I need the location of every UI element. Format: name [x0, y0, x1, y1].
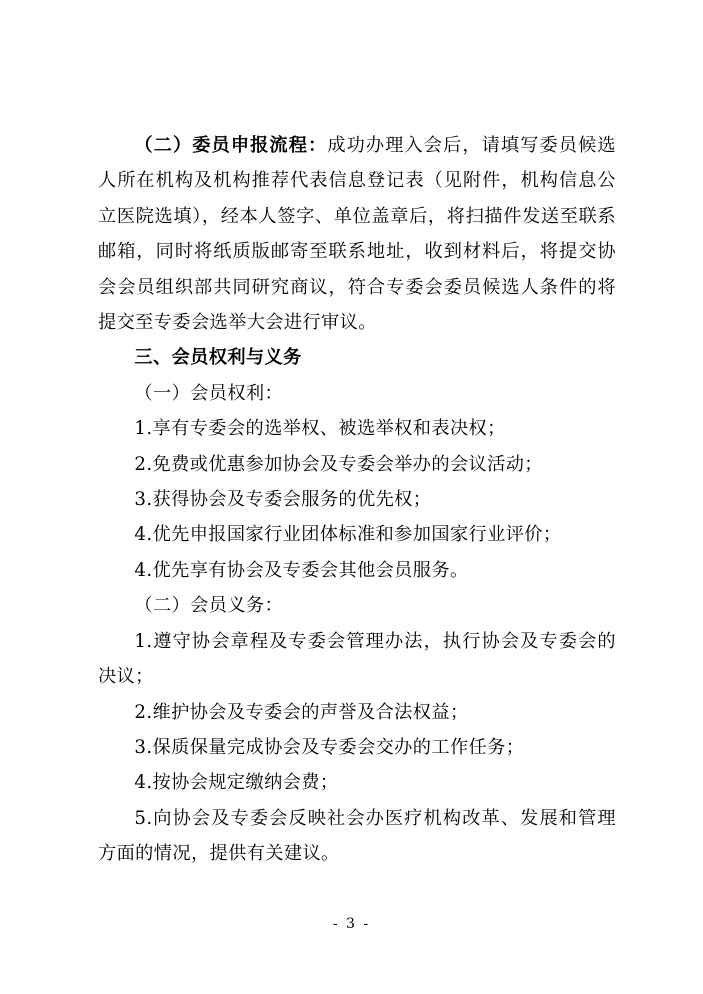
rights-item: 2.免费或优惠参加协会及专委会举办的会议活动； — [134, 453, 543, 475]
rights-item: 3.获得协会及专委会服务的优先权； — [134, 489, 432, 511]
duties-item: 5.向协会及专委会反映社会办医疗机构改革、发展和管理方面的情况，提供有关建议。 — [98, 807, 616, 865]
rights-item: 4.优先申报国家行业团体标准和参加国家行业评价； — [134, 524, 562, 546]
paragraph-application-process — [98, 128, 616, 340]
document-body — [98, 128, 616, 872]
rights-item: 1.享有专委会的选举权、被选举权和表决权； — [134, 418, 506, 440]
duties-item: 2.维护协会及专委会的声誉及合法权益； — [134, 701, 469, 723]
duties-item: 3.保质保量完成协会及专委会交办的工作任务； — [134, 736, 525, 758]
rights-item: 4.优先享有协会及专委会其他会员服务。 — [134, 559, 469, 581]
paragraph-text: 成功办理入会后，请填写委员候选人所在机构及机构推荐代表信息登记表（见附件，机构信息公立医院选填），经本人签字、单位盖章后，将扫描件发送至联系邮箱，同时将纸质版邮寄至联系地址，收到材料后，将提交协会会员组织部共同研究商议，符合专委会委员候选人条件的将提交至专委会选举大会进行审议。 — [98, 135, 616, 334]
duties-item: 4.按协会规定缴纳会费； — [134, 772, 339, 794]
subsection-title-rights: （一）会员权利： — [134, 382, 284, 404]
duties-item: 1.遵守协会章程及专委会管理办法，执行协会及专委会的决议； — [98, 630, 616, 688]
page-number: - 3 - — [332, 916, 371, 932]
section-heading: 三、会员权利与义务 — [134, 347, 302, 369]
paragraph-lead: （二）委员申报流程： — [134, 135, 328, 156]
subsection-title-duties: （二）会员义务： — [134, 595, 284, 617]
